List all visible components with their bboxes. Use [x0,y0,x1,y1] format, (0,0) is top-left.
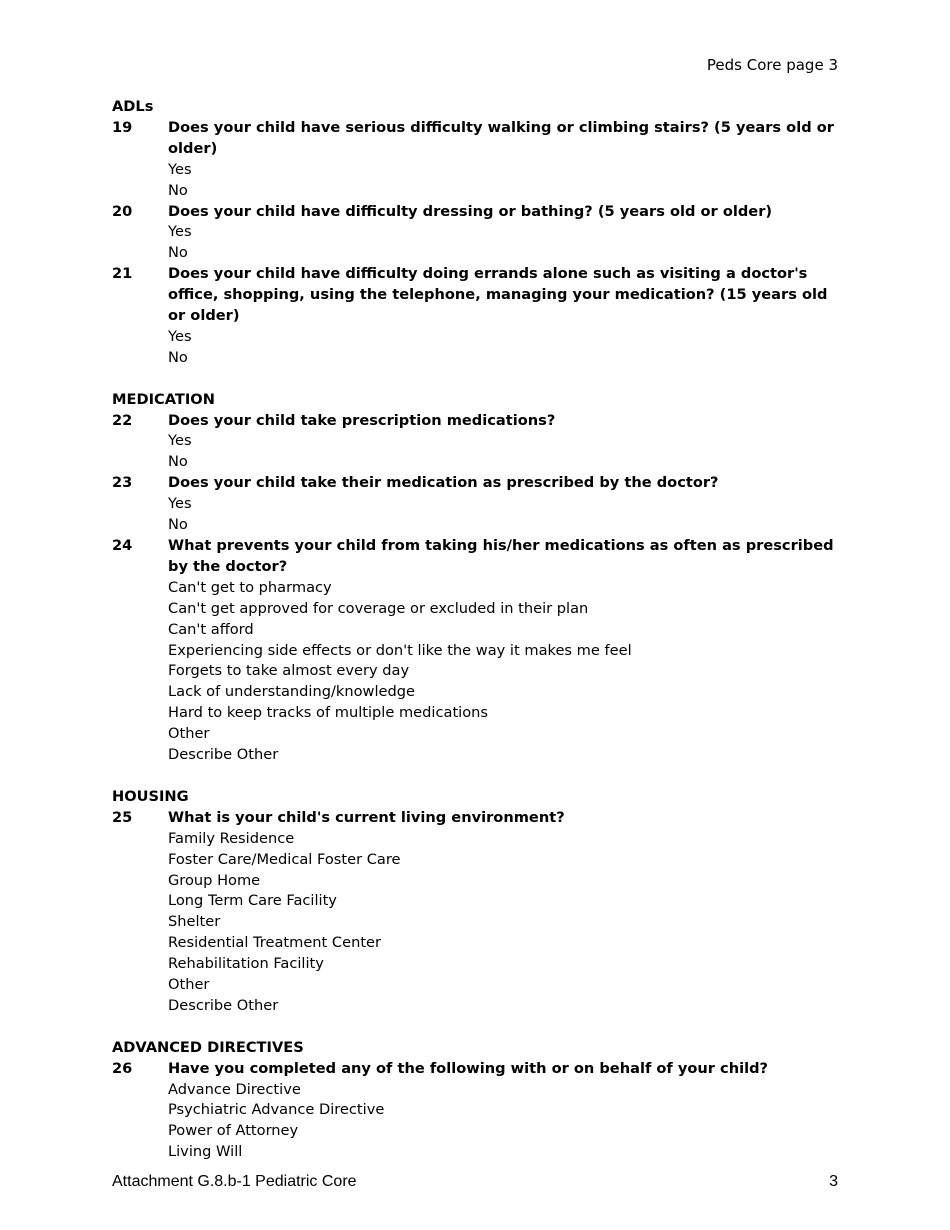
answer-option: Other [168,976,210,994]
answer-option: Yes [168,223,192,241]
section-adls [112,97,842,369]
question-body [168,808,842,1017]
answer-option: Hard to keep tracks of multiple medications [168,704,489,722]
question-number: 23 [112,474,133,492]
answer-option: Describe Other [168,746,279,764]
section-title: MEDICATION [112,390,215,408]
question-body [168,411,842,474]
answer-option: Power of Attorney [168,1122,299,1140]
question-26 [112,1059,842,1164]
question-22 [112,411,842,474]
answer-option: No [168,453,188,471]
answer-option: Can't afford [168,620,254,638]
question-text: What is your child's current living environment? [168,808,565,826]
answer-option: Foster Care/Medical Foster Care [168,850,401,868]
question-text: Does your child have difficulty doing errands alone such as visiting a doctor's office, shopping, using the telephone, managing your medication? (15 years old or older) [168,265,828,325]
question-text: Does your child take prescription medications? [168,411,556,429]
question-number: 25 [112,808,133,826]
question-25 [112,808,842,1017]
section-advanced-directives [112,1038,842,1163]
answer-option: No [168,244,188,262]
question-23 [112,473,842,536]
question-20 [112,202,842,265]
question-number: 26 [112,1059,133,1077]
answer-option: No [168,181,188,199]
answer-option: Experiencing side effects or don't like the way it makes me feel [168,641,632,659]
answer-option: Can't get to pharmacy [168,578,332,596]
section-medication [112,390,842,766]
question-21 [112,264,842,369]
section-housing [112,787,842,1017]
answer-option: Living Will [168,1143,243,1161]
question-body [168,264,842,369]
question-text: Have you completed any of the following with or on behalf of your child? [168,1059,768,1077]
question-number: 19 [112,118,133,136]
question-body [168,118,842,202]
answer-option: Shelter [168,913,221,931]
answer-option: Forgets to take almost every day [168,662,410,680]
question-body [168,1059,842,1164]
question-body [168,202,842,265]
answer-option: Yes [168,160,192,178]
section-title: ADVANCED DIRECTIVES [112,1038,304,1056]
answer-option: Advance Directive [168,1080,301,1098]
question-number: 22 [112,411,133,429]
question-body [168,536,842,766]
question-body [168,473,842,536]
answer-option: Rehabilitation Facility [168,955,324,973]
answer-option: Yes [168,495,192,513]
question-text: Does your child have serious difficulty walking or climbing stairs? (5 years old or older) [168,118,834,157]
answer-option: No [168,516,188,534]
answer-option: No [168,348,188,366]
question-number: 21 [112,265,133,283]
answer-option: Yes [168,432,192,450]
answer-option: Can't get approved for coverage or excluded in their plan [168,599,589,617]
answer-option: Long Term Care Facility [168,892,337,910]
page-header: Peds Core page 3 [706,56,838,74]
answer-option: Other [168,725,210,743]
answer-option: Family Residence [168,829,295,847]
answer-option: Lack of understanding/knowledge [168,683,416,701]
question-number: 20 [112,202,133,220]
answer-option: Psychiatric Advance Directive [168,1101,385,1119]
footer-page-number: 3 [829,1173,838,1190]
question-text: What prevents your child from taking his/her medications as often as prescribed by the doctor? [168,537,834,575]
question-24 [112,536,842,766]
section-title: ADLs [112,98,154,115]
question-number: 24 [112,537,133,555]
questionnaire [112,97,842,1163]
answer-option: Describe Other [168,996,279,1014]
question-19 [112,118,842,202]
section-title: HOUSING [112,787,189,805]
question-text: Does your child take their medication as prescribed by the doctor? [168,474,719,492]
footer-attachment-label: Attachment G.8.b-1 Pediatric Core [112,1173,357,1190]
answer-option: Yes [168,327,192,345]
question-text: Does your child have difficulty dressing or bathing? (5 years old or older) [168,202,773,220]
answer-option: Residential Treatment Center [168,934,382,952]
answer-option: Group Home [168,871,261,889]
